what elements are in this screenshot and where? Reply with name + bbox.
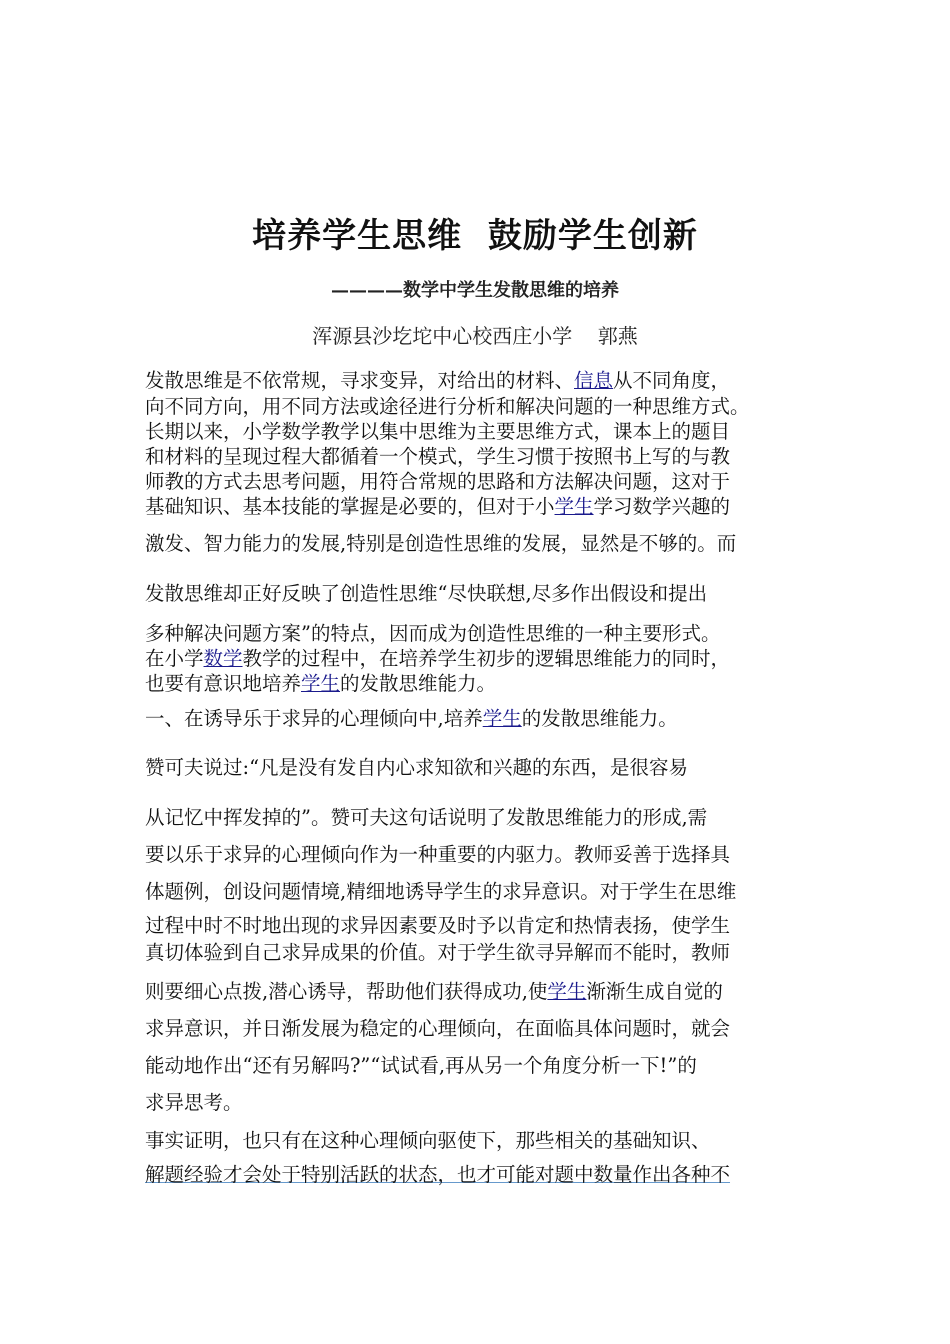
hyperlink[interactable]: 数学 <box>203 647 243 670</box>
line-text: 求异思考。 <box>145 1091 243 1114</box>
line-text: 教学的过程中，在培养学生初步的逻辑思维能力的同时， <box>242 647 731 670</box>
p2-line <box>145 940 825 966</box>
hyperlink[interactable]: 学生 <box>547 980 587 1003</box>
document-title: 培养学生思维 鼓励学生创新 <box>252 216 698 256</box>
line-text: 的发散思维能力。 <box>340 672 497 695</box>
p1-line <box>145 419 825 445</box>
document-subtitle: ————数学中学生发散思维的培养 <box>331 280 619 301</box>
p1-line <box>145 671 825 697</box>
p3-line <box>145 1128 825 1154</box>
p1-line <box>145 531 825 557</box>
line-text: 也要有意识地培养 <box>145 672 302 695</box>
hyperlink[interactable]: 学生 <box>482 707 522 730</box>
line-text: 的发散思维能力。 <box>521 707 678 730</box>
line-text: 学习数学兴趣的 <box>593 495 731 518</box>
line-text: 激发、智力能力的发展,特别是创造性思维的发展，显然是不够的。而 <box>145 532 737 555</box>
line-text: 要以乐于求异的心理倾向作为一种重要的内驱力。教师妥善于选择具 <box>145 843 731 866</box>
hyperlink[interactable]: 学生 <box>554 495 594 518</box>
line-text: 赞可夫说过:“凡是没有发自内心求知欲和兴趣的东西，是很容易 <box>145 756 689 779</box>
p1-line <box>145 581 825 607</box>
line-text: 能动地作出“还有另解吗?”“试试看,再从另一个角度分析一下!”的 <box>145 1054 697 1077</box>
line-text: 真切体验到自己求异成果的价值。对于学生欲寻异解而不能时，教师 <box>145 941 731 964</box>
p1-line <box>145 646 825 672</box>
line-text: 基础知识、基本技能的掌握是必要的，但对于小 <box>145 495 555 518</box>
line-text: 体题例，创设问题情境,精细地诱导学生的求异意识。对于学生在思维 <box>145 880 737 903</box>
p1-line <box>145 621 825 647</box>
line-text: 和材料的呈现过程大都循着一个模式，学生习惯于按照书上写的与教 <box>145 445 731 468</box>
p2-line <box>145 1016 825 1042</box>
line-text: 解题经验才会处于特别活跃的状态，也才可能对题中数量作出各种不 <box>145 1163 731 1186</box>
p3-line <box>145 1162 825 1188</box>
line-text: 发散思维却正好反映了创造性思维“尽快联想,尽多作出假设和提出 <box>145 582 708 605</box>
p1-line <box>145 444 825 470</box>
line-text: 从不同角度， <box>613 369 731 392</box>
p1-line <box>145 394 825 420</box>
p1-line <box>145 368 825 394</box>
p2-line <box>145 979 825 1005</box>
p2-line <box>145 913 825 939</box>
document-author: 浑源县沙圪坨中心校西庄小学 郭燕 <box>312 324 638 348</box>
line-text: 从记忆中挥发掉的”。赞可夫这句话说明了发散思维能力的形成,需 <box>145 806 708 829</box>
p1-line <box>145 494 825 520</box>
p2-line <box>145 755 825 781</box>
line-text: 多种解决问题方案”的特点，因而成为创造性思维的一种主要形式。 <box>145 622 721 645</box>
line-text: 求异意识，并日渐发展为稳定的心理倾向，在面临具体问题时，就会 <box>145 1017 731 1040</box>
hyperlink[interactable]: 学生 <box>301 672 341 695</box>
line-text: 师教的方式去思考问题，用符合常规的思路和方法解决问题，这对于 <box>145 470 731 493</box>
line-text: 发散思维是不依常规，寻求变异，对给出的材料、 <box>145 369 575 392</box>
p2-line <box>145 805 825 831</box>
line-text: 向不同方向，用不同方法或途径进行分析和解决问题的一种思维方式。 <box>145 395 750 418</box>
p2-line <box>145 1053 825 1079</box>
hyperlink[interactable]: 信息 <box>574 369 614 392</box>
line-text: 长期以来，小学数学教学以集中思维为主要思维方式，课本上的题目 <box>145 420 731 443</box>
line-text: 过程中时不时地出现的求异因素要及时予以肯定和热情表扬，使学生 <box>145 914 731 937</box>
line-text: 渐渐生成自觉的 <box>586 980 723 1003</box>
p2-line <box>145 1090 825 1116</box>
line-text: 则要细心点拨,潜心诱导，帮助他们获得成功,使 <box>145 980 548 1003</box>
p1-line <box>145 469 825 495</box>
line-text: 事实证明，也只有在这种心理倾向驱使下，那些相关的基础知识、 <box>145 1129 711 1152</box>
p2-line <box>145 879 825 905</box>
h1-line <box>145 706 825 732</box>
line-text: 一、在诱导乐于求异的心理倾向中,培养 <box>145 707 483 730</box>
line-text: 在小学 <box>145 647 204 670</box>
p2-line <box>145 842 825 868</box>
